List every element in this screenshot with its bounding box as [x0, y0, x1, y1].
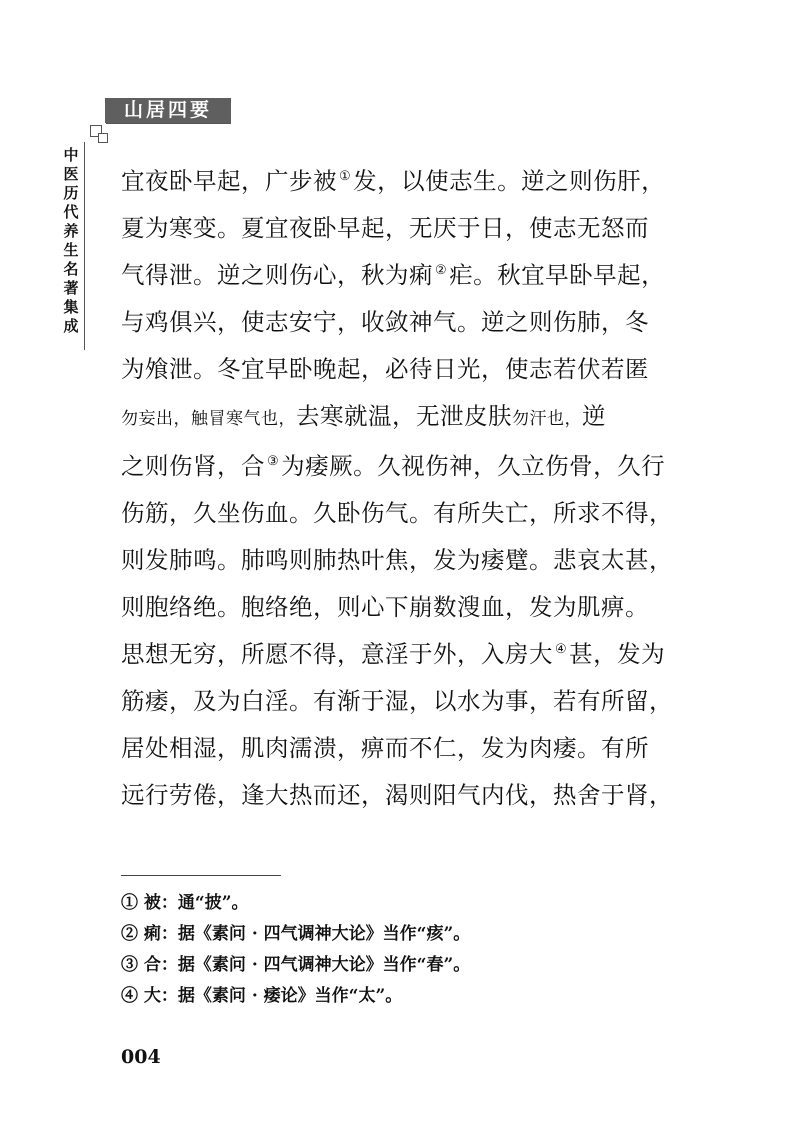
side-char: 生	[63, 241, 79, 259]
side-char: 代	[63, 203, 79, 221]
side-char: 养	[63, 222, 79, 240]
side-char: 历	[63, 184, 79, 202]
book-series-title	[62, 146, 80, 336]
text-span: 逆	[582, 402, 606, 430]
text-span: 气得泄。逆之则伤心，秋为痢	[121, 261, 433, 289]
footnote-marker: ④	[555, 642, 568, 658]
header-rule	[106, 123, 231, 124]
footnote: ① 被：通“披”。	[121, 893, 249, 913]
page-number: 004	[121, 1046, 161, 1068]
text-span: 之则伤肾，合	[121, 452, 265, 480]
footnote: ② 痢：据《素问 · 四气调神大论》当作“痎”。	[121, 924, 471, 944]
footnote-marker: ①	[339, 169, 352, 185]
text-line: 则胞络绝。胞络绝，则心下崩数溲血，发为肌痹。	[121, 593, 649, 621]
text-line: 筋痿，及为白淫。有渐于湿，以水为事，若有所留，	[121, 687, 673, 715]
side-char: 中	[63, 146, 79, 164]
text-line	[121, 631, 683, 678]
text-line	[121, 252, 683, 299]
footnote-marker: ②	[435, 263, 448, 279]
text-line	[121, 158, 683, 205]
text-line: 伤筋，久坐伤血。久卧伤气。有所失亡，所求不得，	[121, 499, 673, 527]
text-span: 疟。秋宜早卧早起，	[449, 261, 666, 289]
side-char: 医	[63, 165, 79, 183]
corner-ornament-inner	[98, 133, 108, 143]
annotation-small: 勿汗也，	[512, 409, 582, 429]
text-line: 与鸡俱兴，使志安宁，收敛神气。逆之则伤肺，冬	[121, 308, 649, 336]
text-span: 思想无穷，所愿不得，意淫于外，入房大	[121, 640, 553, 668]
side-rule	[84, 142, 85, 350]
side-char: 名	[63, 260, 79, 278]
text-span: 发，以使志生。逆之则伤肝，	[353, 167, 666, 195]
text-line	[121, 393, 683, 443]
main-text	[121, 158, 683, 819]
side-char: 著	[63, 279, 79, 297]
running-header: 山居四要	[105, 98, 231, 123]
side-char: 成	[63, 317, 79, 335]
footnotes	[121, 888, 470, 1012]
footnote: ④ 大：据《素问 · 痿论》当作“太”。	[121, 986, 403, 1006]
text-line: 则发肺鸣。肺鸣则肺热叶焦，发为痿躄。悲哀太甚，	[121, 546, 673, 574]
text-line: 居处相湿，肌肉濡溃，痹而不仁，发为肉痿。有所	[121, 734, 649, 762]
text-line: 夏为寒变。夏宜夜卧早起，无厌于日，使志无怒而	[121, 214, 649, 242]
text-span: 宜夜卧早起，广步被	[121, 167, 337, 195]
annotation-small: 勿妄出，触冒寒气也，	[121, 409, 296, 429]
footnote: ③ 合：据《素问 · 四气调神大论》当作“春”。	[121, 955, 471, 975]
text-line: 远行劳倦，逢大热而还，渴则阳气内伐，热舍于肾，	[121, 781, 673, 809]
text-line: 为飧泄。冬宜早卧晚起，必待日光，使志若伏若匿	[121, 355, 649, 383]
text-span: 去寒就温，无泄皮肤	[296, 402, 512, 430]
footnote-rule	[121, 875, 281, 876]
text-span: 为痿厥。久视伤神，久立伤骨，久行	[281, 452, 666, 480]
footnote-marker: ③	[267, 454, 280, 470]
text-line	[121, 443, 683, 490]
text-span: 甚，发为	[569, 640, 666, 668]
side-char: 集	[63, 298, 79, 316]
